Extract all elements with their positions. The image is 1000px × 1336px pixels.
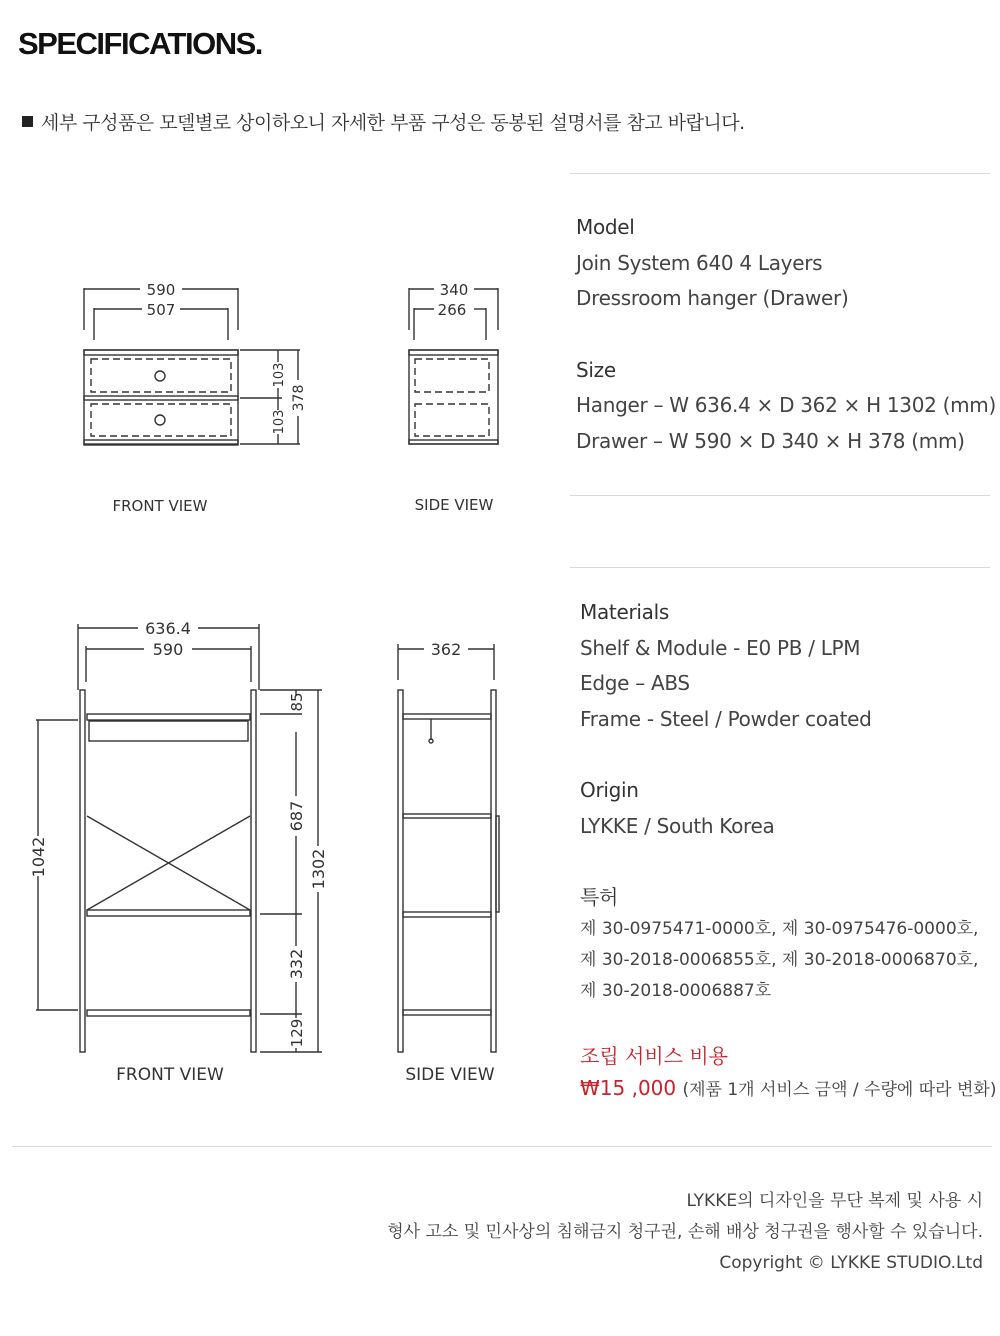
divider-mid2 bbox=[570, 567, 990, 568]
patent-list bbox=[580, 914, 978, 1007]
notice bbox=[22, 108, 745, 135]
spec-upper bbox=[576, 210, 996, 459]
size-line-1: Hanger – W 636.4 × D 362 × H 1302 (mm) bbox=[576, 393, 996, 417]
hanger-front-label: FRONT VIEW bbox=[116, 1065, 224, 1085]
materials-heading: Materials bbox=[580, 600, 669, 624]
price-note: (제품 1개 서비스 금액 / 수량에 따라 변화) bbox=[682, 1080, 997, 1100]
hanger-drawing bbox=[20, 610, 520, 1090]
dim-129: 129 bbox=[288, 1018, 306, 1048]
dim-378: 378 bbox=[291, 384, 307, 412]
dim-85: 85 bbox=[288, 692, 306, 712]
origin-line: LYKKE / South Korea bbox=[580, 813, 775, 838]
footer-copyright: Copyright © LYKKE STUDIO.Ltd bbox=[719, 1253, 983, 1273]
dim-362: 362 bbox=[430, 640, 462, 659]
dim-636: 636.4 bbox=[145, 619, 191, 638]
footer-line-2: 형사 고소 및 민사상의 침해금지 청구권, 손해 배상 청구권을 행사할 수 있습니다. bbox=[387, 1222, 983, 1242]
model-line-1: Join System 640 4 Layers bbox=[576, 250, 823, 275]
materials-line-1: Shelf & Module - E0 PB / LPM bbox=[580, 635, 861, 660]
hanger-side-label: SIDE VIEW bbox=[405, 1065, 495, 1085]
footer-line-1: LYKKE의 디자인을 무단 복제 및 사용 시 bbox=[686, 1191, 983, 1211]
drawer-front-label: FRONT VIEW bbox=[112, 497, 208, 515]
size-heading: Size bbox=[576, 357, 616, 382]
materials-line-3: Frame - Steel / Powder coated bbox=[580, 706, 872, 731]
model-line-2: Dressroom hanger (Drawer) bbox=[576, 286, 849, 310]
service-heading: 조립 서비스 비용 bbox=[580, 1044, 728, 1068]
dim-266: 266 bbox=[437, 301, 467, 319]
service-price: ₩15 ,000 bbox=[580, 1076, 677, 1100]
patent-line-2: 제 30-2018-0006855호, 제 30-2018-0006870호, bbox=[580, 950, 979, 970]
footer bbox=[387, 1186, 983, 1279]
dim-590-drawer: 590 bbox=[146, 281, 176, 299]
dim-1042: 1042 bbox=[29, 836, 48, 878]
bullet-square-icon bbox=[22, 116, 33, 127]
dim-507-drawer: 507 bbox=[146, 301, 176, 319]
dim-687: 687 bbox=[287, 800, 306, 832]
origin-heading: Origin bbox=[580, 778, 639, 802]
spec-lower bbox=[580, 595, 872, 916]
page-title: SPECIFICATIONS. bbox=[18, 26, 262, 61]
price-line bbox=[580, 1075, 996, 1100]
dim-1302: 1302 bbox=[309, 848, 328, 890]
patent-line-1: 제 30-0975471-0000호, 제 30-0975476-0000호, bbox=[580, 919, 979, 939]
divider-mid1 bbox=[570, 495, 990, 496]
dim-332: 332 bbox=[287, 948, 306, 980]
drawer-side-label: SIDE VIEW bbox=[414, 496, 494, 514]
patent-heading: 특허 bbox=[580, 885, 619, 909]
dim-340: 340 bbox=[439, 281, 469, 299]
size-line-2: Drawer – W 590 × D 340 × H 378 (mm) bbox=[576, 428, 965, 453]
divider-top bbox=[570, 173, 990, 174]
patent-line-3: 제 30-2018-0006887호 bbox=[580, 981, 772, 1001]
model-heading: Model bbox=[576, 215, 635, 239]
dim-103-b: 103 bbox=[272, 409, 287, 435]
drawer-drawing bbox=[60, 270, 520, 530]
divider-bottom bbox=[12, 1146, 992, 1147]
materials-line-2: Edge – ABS bbox=[580, 671, 690, 695]
dim-590-hanger: 590 bbox=[152, 640, 184, 659]
dim-103-a: 103 bbox=[272, 362, 287, 388]
notice-text: 세부 구성품은 모델별로 상이하오니 자세한 부품 구성은 동봉된 설명서를 참고 바랍니다. bbox=[41, 112, 745, 134]
